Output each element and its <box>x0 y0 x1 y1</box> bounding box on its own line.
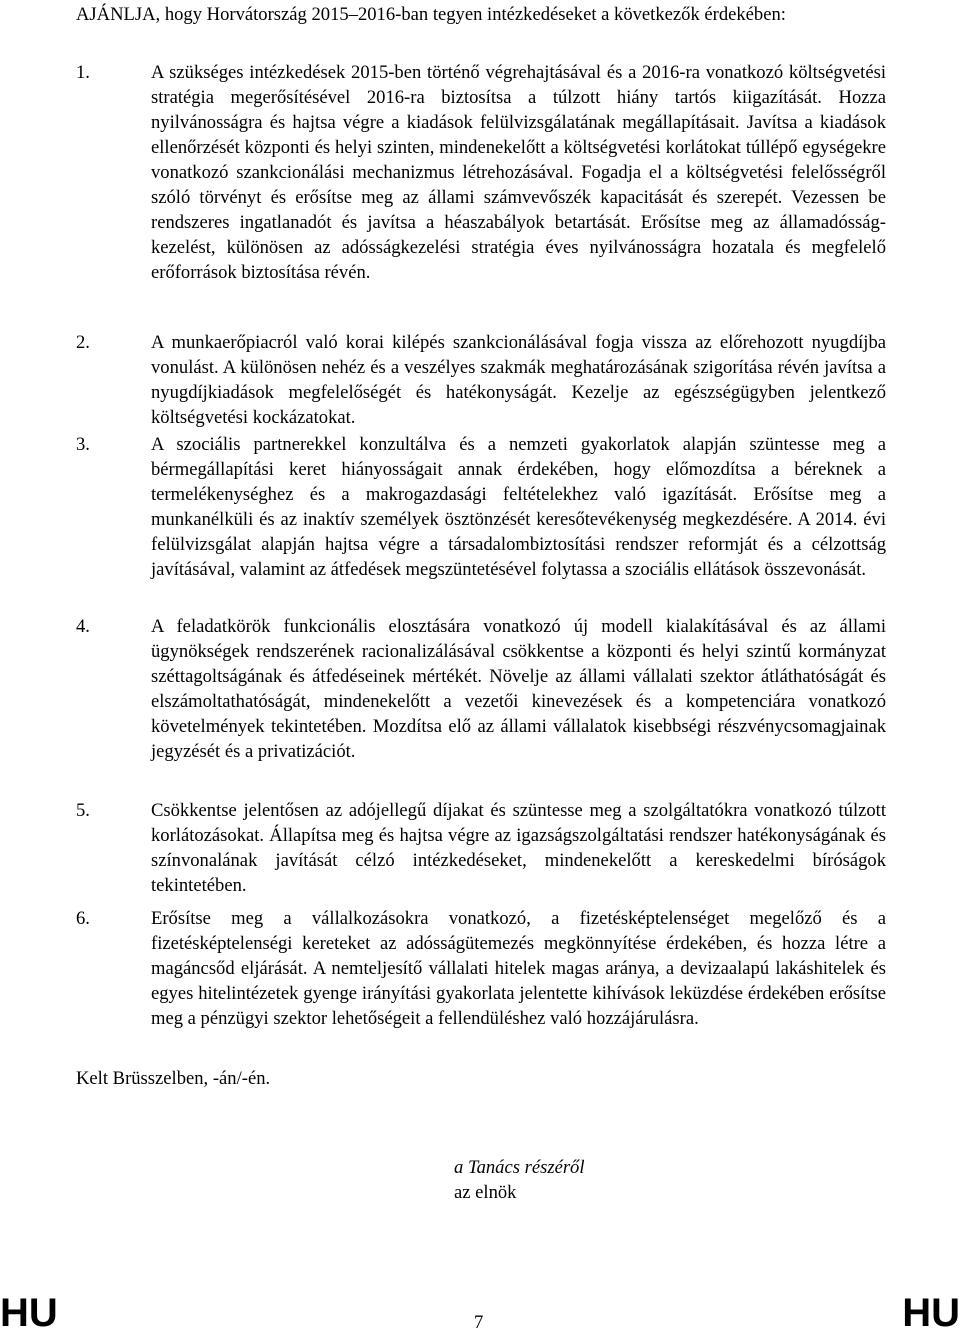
recommendation-text: A szükséges intézkedések 2015-ben történő végrehajtásával és a 2016-ra vonatkozó költségvetési stratégia megerősítésével 2016-ra biztosítsa a túlzott hiány tartós kiigazítását. Hozza nyilvánosságra és hajtsa végre a kiadások felülvizsgálatának megállapításait. Javítsa a kiadások ellenőrzését központi és helyi szinten, mindenekelőtt a költségvetési korlátokat túllépő egységekre vonatkozó szankcionálási mechanizmus létrehozásával. Fogadja el a költségvetési felelősségről szóló törvényt és erősítse meg az állami számvevőszék kapacitását és szerepét. Vezessen be rendszeres ingatlanadót és javítsa a héaszabályok betartását. Erősítse meg az államadósság-kezelést, különösen az adósságkezelési stratégia éves nyilvánosságra hozatala és megfelelő erőforrások biztosítása révén. <box>151 62 886 283</box>
recommendation-text: Erősítse meg a vállalkozásokra vonatkozó, a fizetésképtelenséget megelőző és a fizetésképtelenségi kereteket az adósságütemezés megkönnyítése érdekében, és hozza létre a magáncsőd eljárását. A nemteljesítő vállalati hitelek magas aránya, a devizaalapú lakáshitelek és egyes hitelintézetek gyenge irányítási gyakorlata jelentette kihívások leküzdése érdekében erősítse meg a pénzügyi szektor lehetőségeit a fellendüléshez való hozzájárulásra. <box>151 908 886 1029</box>
footer-language-right: HU <box>902 1291 960 1335</box>
recommendation-item-1 <box>76 60 886 285</box>
recommendation-number: 2. <box>76 332 90 353</box>
recommendation-item-3 <box>76 432 886 582</box>
recommendation-number: 3. <box>76 434 90 455</box>
signature-block <box>454 1155 585 1205</box>
signature-role: az elnök <box>454 1182 517 1203</box>
closing-place-date: Kelt Brüsszelben, -án/-én. <box>76 1068 271 1089</box>
recommendation-item-4 <box>76 614 886 764</box>
recommendation-number: 4. <box>76 616 90 637</box>
recommendation-text: A munkaerőpiacról való korai kilépés szankcionálásával fogja vissza az előrehozott nyugdíjba vonulást. A különösen nehéz és a veszélyes szakmák meghatározásának szigorítása révén javítsa a nyugdíjkiadások megfelelőségét és hatékonyságát. Kezelje az egészségügyben jelentkező költségvetési kockázatokat. <box>151 332 886 428</box>
recommendation-number: 5. <box>76 800 90 821</box>
recommendation-item-6 <box>76 906 886 1031</box>
recommendation-number: 1. <box>76 62 90 83</box>
recommendation-text: Csökkentse jelentősen az adójellegű díjakat és szüntesse meg a szolgáltatókra vonatkozó túlzott korlátozásokat. Állapítsa meg és hajtsa végre az igazságszolgáltatási rendszer hatékonyságának és színvonalának javítását célzó intézkedéseket, mindenekelőtt a kereskedelmi bíróságok tekintetében. <box>151 800 886 896</box>
recommendation-item-5 <box>76 798 886 898</box>
recommendation-number: 6. <box>76 908 90 929</box>
recommendation-item-2 <box>76 330 886 430</box>
recommendation-text: A feladatkörök funkcionális elosztására vonatkozó új modell kialakításával és az állami ügynökségek rendszerének racionalizálásával csökkentse a központi és helyi szintű kormányzat széttagoltságának és átfedéseinek mértékét. Növelje az állami vállalati szektor átláthatóságát és elszámoltathatóságát, mindenekelőtt a vezetői kinevezések és a kompetenciára vonatkozó követelmények tekintetében. Mozdítsa elő az állami vállalatok kisebbségi részvénycsomagjainak jegyzését és a privatizációt. <box>151 616 886 762</box>
recommendation-text: A szociális partnerekkel konzultálva és a nemzeti gyakorlatok alapján szüntesse meg a bérmegállapítási keret hiányosságait annak érdekében, hogy előmozdítsa a béreknek a termelékenységhez és a makrogazdasági feltételekhez való igazítását. Erősítse meg a munkanélküli és az inaktív személyek ösztönzését keresőtevékenység megkezdésére. A 2014. évi felülvizsgálat alapján hajtsa végre a társadalombiztosítási rendszer reformját és a célzottság javításával, valamint az átfedések megszüntetésével folytassa a szociális ellátások összevonását. <box>151 434 886 580</box>
footer-language-left: HU <box>0 1291 58 1335</box>
intro-paragraph: AJÁNLJA, hogy Horvátország 2015–2016-ban tegyen intézkedéseket a következők érdekében: <box>76 4 786 25</box>
signature-council: a Tanács részéről <box>454 1157 585 1178</box>
page-number: 7 <box>474 1312 484 1333</box>
